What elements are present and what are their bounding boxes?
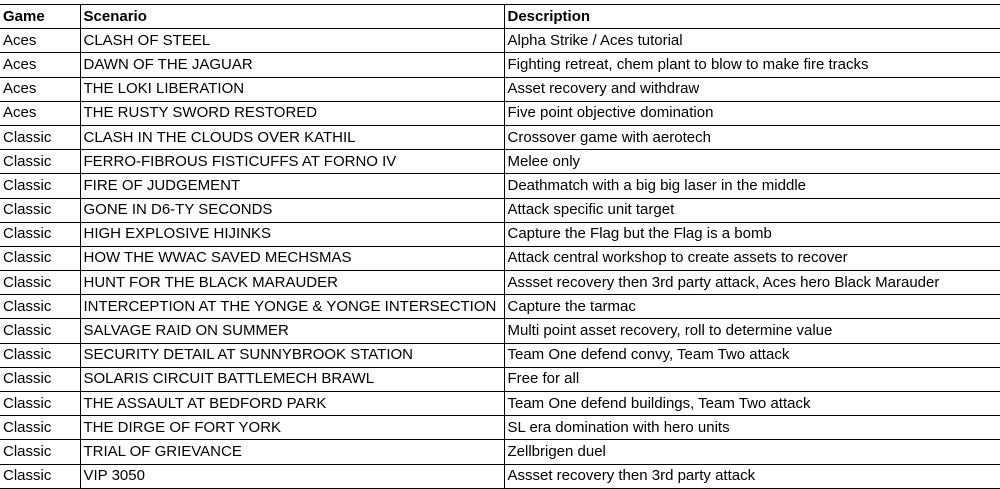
- description-cell[interactable]: Melee only: [504, 150, 1000, 174]
- table-row: [0, 271, 1000, 295]
- scenario-cell[interactable]: HIGH EXPLOSIVE HIJINKS: [80, 222, 504, 246]
- table-row: [0, 174, 1000, 198]
- scenario-cell[interactable]: CLASH OF STEEL: [80, 29, 504, 53]
- game-cell[interactable]: Classic: [0, 198, 80, 222]
- scenario-cell[interactable]: THE RUSTY SWORD RESTORED: [80, 101, 504, 125]
- game-cell[interactable]: Classic: [0, 246, 80, 270]
- game-cell[interactable]: Classic: [0, 125, 80, 149]
- game-cell[interactable]: Aces: [0, 53, 80, 77]
- table-row: [0, 246, 1000, 270]
- game-cell[interactable]: Classic: [0, 150, 80, 174]
- table-row: [0, 367, 1000, 391]
- game-cell[interactable]: Classic: [0, 174, 80, 198]
- scenario-cell[interactable]: SOLARIS CIRCUIT BATTLEMECH BRAWL: [80, 367, 504, 391]
- scenario-cell[interactable]: SALVAGE RAID ON SUMMER: [80, 319, 504, 343]
- table-row: [0, 464, 1000, 488]
- scenario-cell[interactable]: HOW THE WWAC SAVED MECHSMAS: [80, 246, 504, 270]
- table-row: [0, 125, 1000, 149]
- description-cell[interactable]: Assset recovery then 3rd party attack: [504, 464, 1000, 488]
- header-scenario[interactable]: Scenario: [80, 5, 504, 29]
- game-cell[interactable]: Classic: [0, 367, 80, 391]
- game-cell[interactable]: Classic: [0, 222, 80, 246]
- header-game[interactable]: Game: [0, 5, 80, 29]
- description-cell[interactable]: Fighting retreat, chem plant to blow to make fire tracks: [504, 53, 1000, 77]
- table-row: [0, 198, 1000, 222]
- game-cell[interactable]: Classic: [0, 319, 80, 343]
- description-cell[interactable]: Capture the tarmac: [504, 295, 1000, 319]
- table-row: [0, 343, 1000, 367]
- scenario-cell[interactable]: THE ASSAULT AT BEDFORD PARK: [80, 392, 504, 416]
- game-cell[interactable]: Classic: [0, 440, 80, 464]
- scenario-cell[interactable]: GONE IN D6-TY SECONDS: [80, 198, 504, 222]
- scenario-cell[interactable]: FIRE OF JUDGEMENT: [80, 174, 504, 198]
- table-row: [0, 222, 1000, 246]
- description-cell[interactable]: Multi point asset recovery, roll to determine value: [504, 319, 1000, 343]
- scenario-cell[interactable]: THE LOKI LIBERATION: [80, 77, 504, 101]
- table-row: [0, 416, 1000, 440]
- table-row: [0, 319, 1000, 343]
- scenario-table: [0, 4, 1000, 489]
- table-row: [0, 77, 1000, 101]
- description-cell[interactable]: Attack specific unit target: [504, 198, 1000, 222]
- game-cell[interactable]: Classic: [0, 464, 80, 488]
- description-cell[interactable]: Five point objective domination: [504, 101, 1000, 125]
- scenario-cell[interactable]: THE DIRGE OF FORT YORK: [80, 416, 504, 440]
- scenario-cell[interactable]: TRIAL OF GRIEVANCE: [80, 440, 504, 464]
- description-cell[interactable]: Crossover game with aerotech: [504, 125, 1000, 149]
- table-row: [0, 392, 1000, 416]
- description-cell[interactable]: Attack central workshop to create assets to recover: [504, 246, 1000, 270]
- description-cell[interactable]: Assset recovery then 3rd party attack, Aces hero Black Marauder: [504, 271, 1000, 295]
- game-cell[interactable]: Aces: [0, 77, 80, 101]
- table-row: [0, 295, 1000, 319]
- description-cell[interactable]: Team One defend convy, Team Two attack: [504, 343, 1000, 367]
- description-cell[interactable]: Deathmatch with a big big laser in the middle: [504, 174, 1000, 198]
- description-cell[interactable]: Team One defend buildings, Team Two attack: [504, 392, 1000, 416]
- table-row: [0, 440, 1000, 464]
- table-row: [0, 29, 1000, 53]
- game-cell[interactable]: Classic: [0, 343, 80, 367]
- table-row: [0, 150, 1000, 174]
- description-cell[interactable]: Zellbrigen duel: [504, 440, 1000, 464]
- table-row: [0, 53, 1000, 77]
- scenario-cell[interactable]: VIP 3050: [80, 464, 504, 488]
- table-body: [0, 29, 1000, 489]
- header-description[interactable]: Description: [504, 5, 1000, 29]
- game-cell[interactable]: Aces: [0, 29, 80, 53]
- scenario-cell[interactable]: CLASH IN THE CLOUDS OVER KATHIL: [80, 125, 504, 149]
- scenario-cell[interactable]: FERRO-FIBROUS FISTICUFFS AT FORNO IV: [80, 150, 504, 174]
- description-cell[interactable]: Alpha Strike / Aces tutorial: [504, 29, 1000, 53]
- scenario-cell[interactable]: DAWN OF THE JAGUAR: [80, 53, 504, 77]
- description-cell[interactable]: SL era domination with hero units: [504, 416, 1000, 440]
- game-cell[interactable]: Classic: [0, 392, 80, 416]
- header-row: [0, 5, 1000, 29]
- game-cell[interactable]: Classic: [0, 295, 80, 319]
- description-cell[interactable]: Capture the Flag but the Flag is a bomb: [504, 222, 1000, 246]
- game-cell[interactable]: Classic: [0, 271, 80, 295]
- scenario-cell[interactable]: HUNT FOR THE BLACK MARAUDER: [80, 271, 504, 295]
- table-row: [0, 101, 1000, 125]
- description-cell[interactable]: Asset recovery and withdraw: [504, 77, 1000, 101]
- scenario-cell[interactable]: SECURITY DETAIL AT SUNNYBROOK STATION: [80, 343, 504, 367]
- game-cell[interactable]: Aces: [0, 101, 80, 125]
- description-cell[interactable]: Free for all: [504, 367, 1000, 391]
- scenario-cell[interactable]: INTERCEPTION AT THE YONGE & YONGE INTERSECTION: [80, 295, 504, 319]
- game-cell[interactable]: Classic: [0, 416, 80, 440]
